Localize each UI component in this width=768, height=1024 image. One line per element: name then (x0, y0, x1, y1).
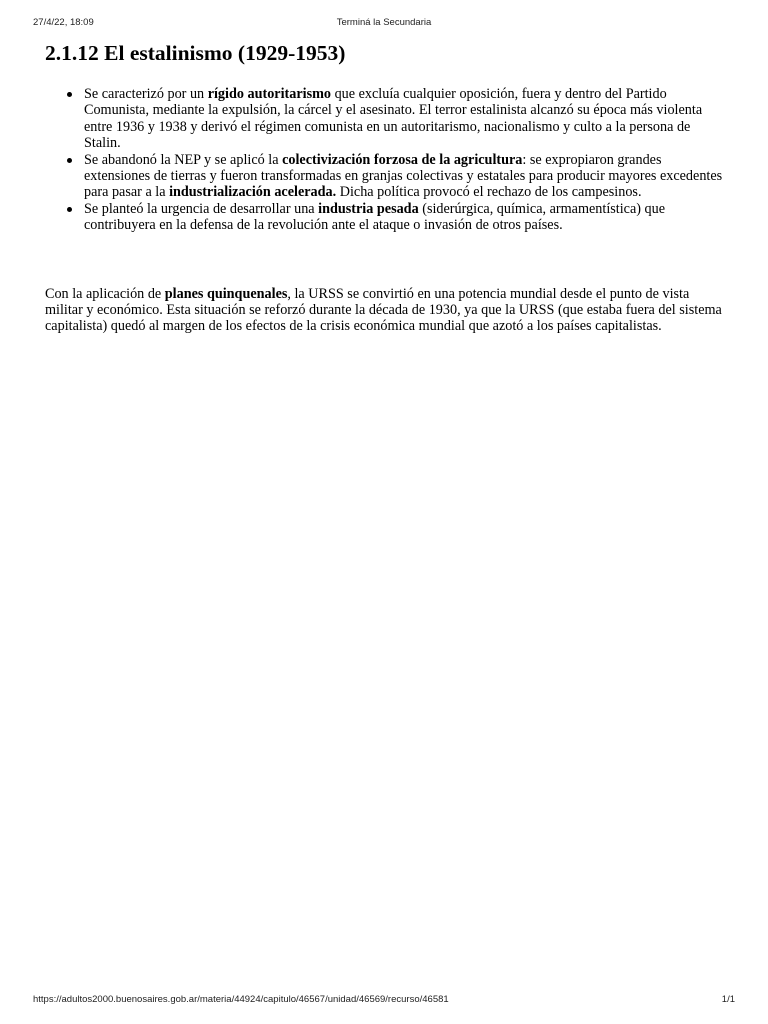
print-footer (33, 994, 735, 1008)
bullet-text: : se expropiaron grandes extensiones de tierras y fueron transformadas en granjas colectivas y estatales para producir mayores excedentes para pasar a la (84, 151, 723, 201)
bullet-dot-icon (67, 92, 72, 97)
paragraph-text: , la URSS se convirtió en una potencia mundial desde el punto de vista militar y económico. Esta situación se reforzó durante la década de 1930, ya que la URSS (que estaba fuera del sistema capitalista) quedó al margen de los efectos de la crisis económica mundial que azotó a los países capitalistas. (45, 285, 722, 335)
print-site-title: Terminá la Secundaria (336, 17, 432, 28)
bullet-bold-text: industria pesada (318, 200, 419, 217)
bullet-item-colectivizacion (84, 152, 725, 201)
bullet-item-autoritarismo (84, 86, 725, 152)
bullet-dot-icon (67, 207, 72, 212)
print-datetime: 27/4/22, 18:09 (33, 17, 94, 28)
bullet-text: (siderúrgica, química, armamentística) que contribuyera en la defensa de la revolución ante el ataque o invasión de otros países. (84, 200, 666, 234)
document-content (45, 40, 725, 335)
bullet-text: que excluía cualquier oposición, fuera y dentro del Partido Comunista, mediante la expulsión, la cárcel y el asesinato. El terror estalinista alcanzó su época más violenta entre 1936 y 1938 y derivó el régimen comunista en un autoritarismo, nacionalismo y culto a la persona de Stalin. (84, 86, 703, 152)
bullet-bold-text: industrialización acelerada. (169, 184, 337, 201)
bullet-text: Se abandonó la NEP y se aplicó la (84, 151, 283, 168)
paragraph-text: Con la aplicación de (45, 285, 165, 302)
bullet-dot-icon (67, 158, 72, 163)
bullet-text: Se planteó la urgencia de desarrollar una (84, 200, 319, 217)
bullet-text: Se caracterizó por un (84, 86, 208, 102)
print-header (33, 17, 735, 31)
print-url: https://adultos2000.buenosaires.gob.ar/materia/44924/capitulo/46567/unidad/46569/recurso/46581 (33, 994, 449, 1005)
print-page-number: 1/1 (721, 994, 735, 1005)
section-heading: 2.1.12 El estalinismo (1929-1953) (45, 41, 346, 65)
paragraph-bold-text: planes quinquenales (164, 285, 288, 302)
bullet-bold-text: colectivización forzosa de la agricultura (282, 151, 523, 168)
body-paragraph (45, 286, 725, 335)
bullet-bold-text: rígido autoritarismo (207, 86, 332, 102)
bullet-item-industria-pesada (84, 201, 725, 234)
bullet-text: Dicha política provocó el rechazo de los campesinos. (336, 184, 642, 201)
bullet-list (45, 86, 725, 234)
